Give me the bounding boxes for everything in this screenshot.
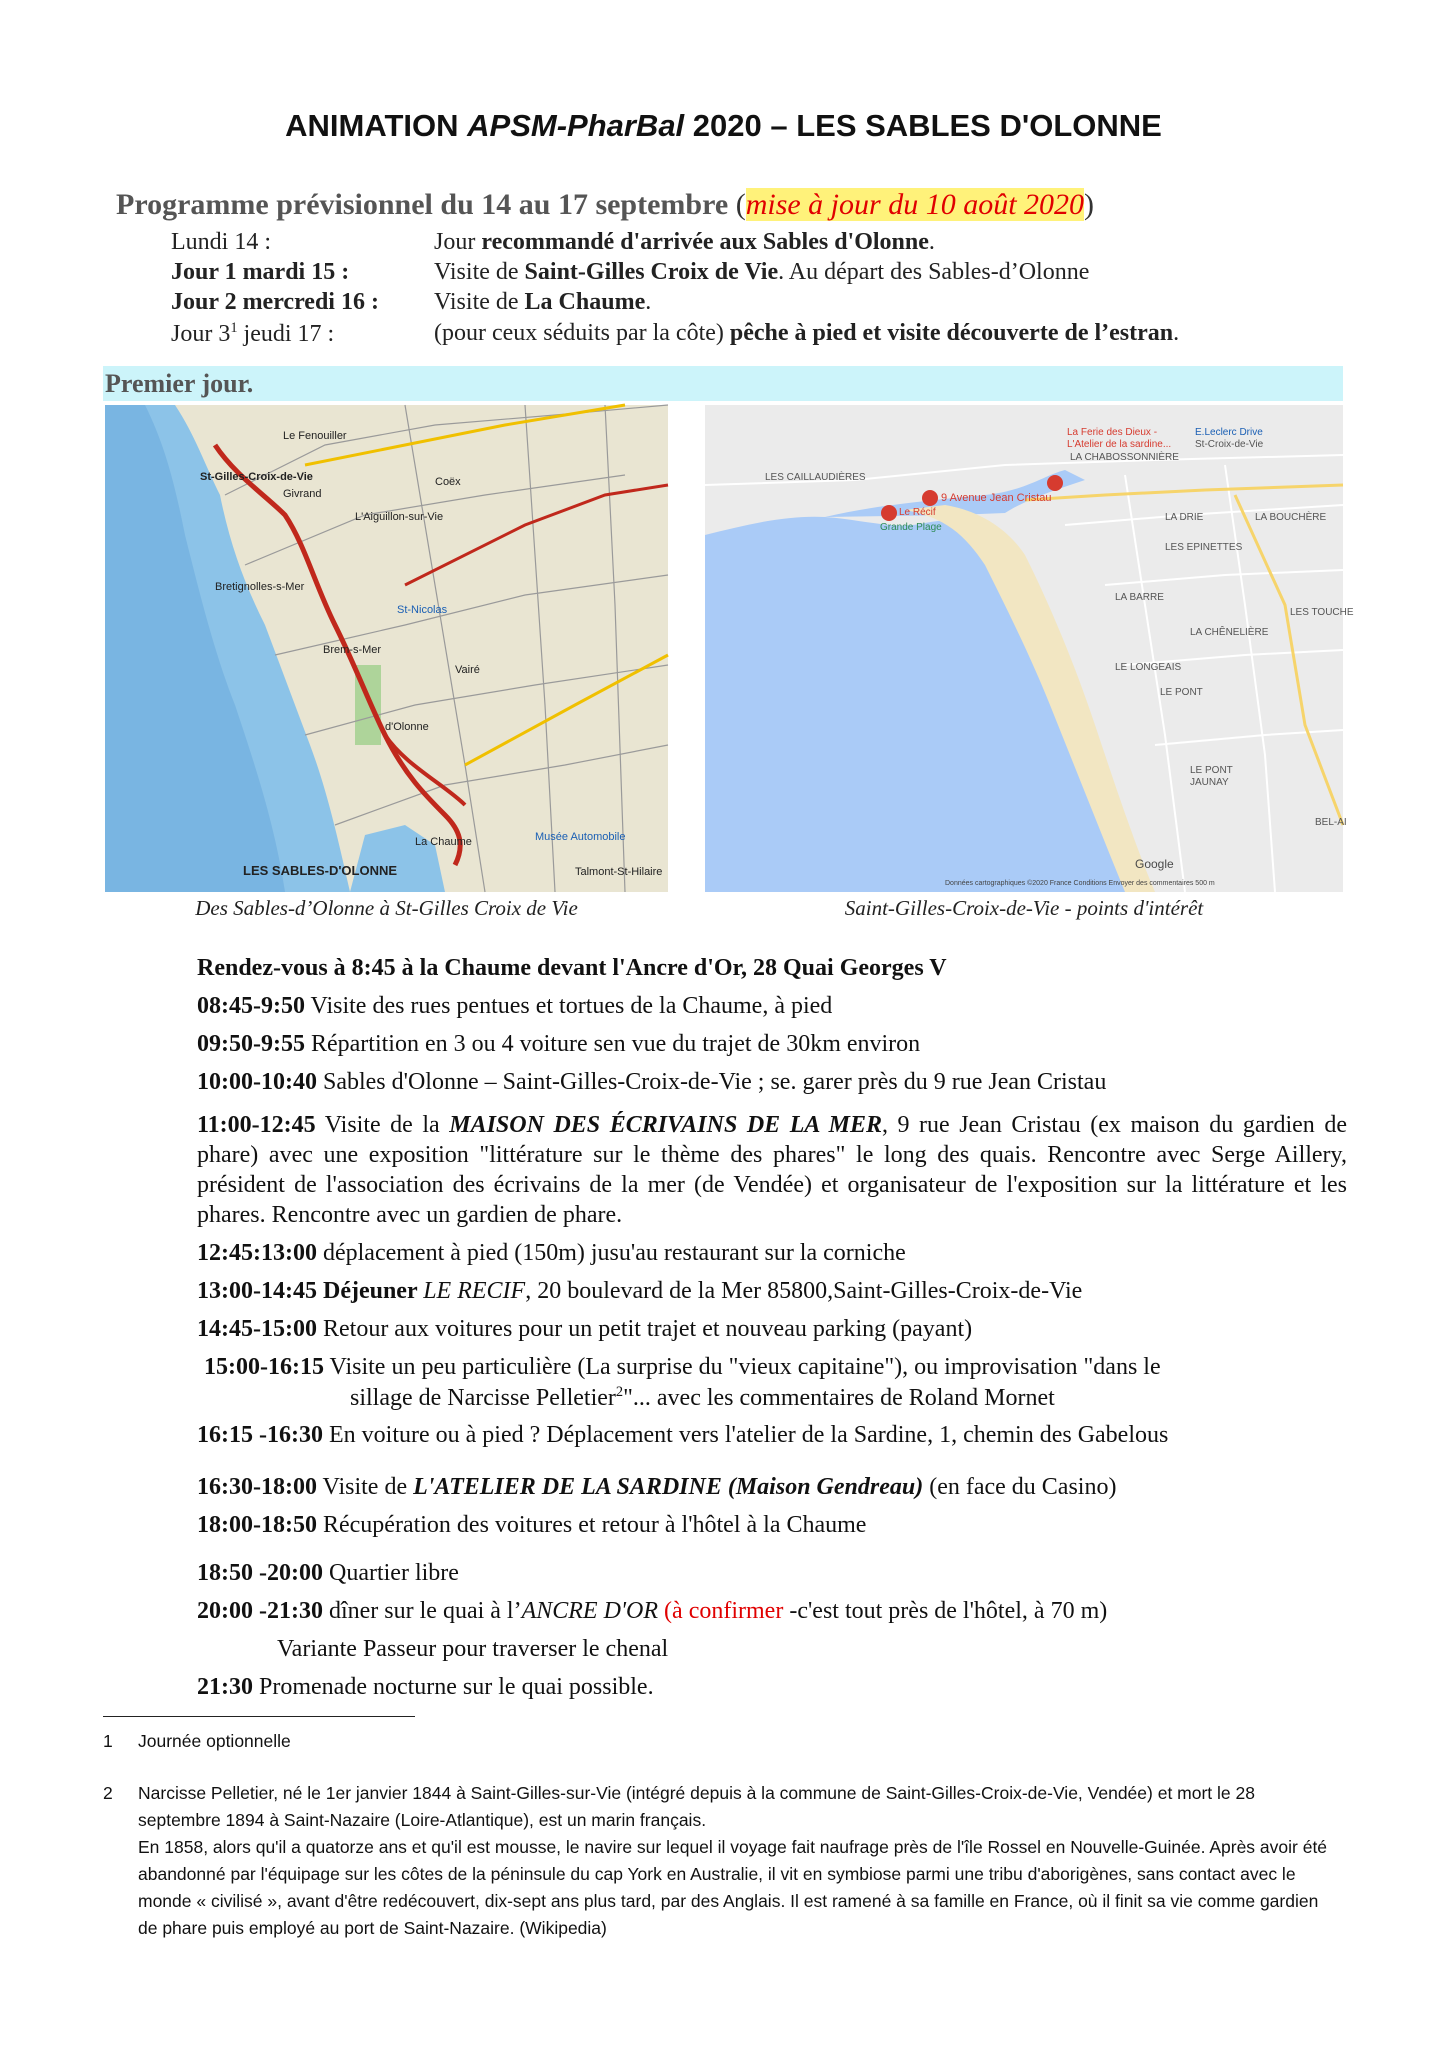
schedule-item: 16:15 -16:30 En voiture ou à pied ? Déplacement vers l'atelier de la Sardine, 1, chemin des Gabelous [197,1422,1169,1448]
map-label: St-Gilles-Croix-de-Vie [200,471,313,483]
google-map [705,405,1354,892]
svg-text:Grande Plage: Grande Plage [880,522,942,533]
svg-text:Bretignolles-s-Mer: Bretignolles-s-Mer [215,581,305,593]
update-highlight: mise à jour du 10 août 2020 [745,188,1085,221]
svg-text:LE PONT: LE PONT [1160,687,1203,698]
svg-text:LA DRIE: LA DRIE [1165,512,1204,523]
schedule-item-cont: sillage de Narcisse Pelletier$^2$"... avec les commentaires de Roland Mornet [350,1384,1055,1411]
schedule-item: 12:45:13:00 déplacement à pied (150m) jusu'au restaurant sur la corniche [197,1240,906,1266]
svg-text:Vairé: Vairé [455,664,480,676]
svg-text:Données cartographiques ©2020: Données cartographiques ©2020 France Conditions Envoyer des commentaires 500 m [945,880,1215,887]
left-map-caption: Des Sables-d’Olonne à St-Gilles Croix de Vie [195,896,578,920]
svg-text:LA CHÊNELIÈRE: LA CHÊNELIÈRE [1190,627,1269,638]
schedule-item: 20:00 -21:30 dîner sur le quai à l’ANCRE D'OR (à confirmer -c'est tout près de l'hôtel, à 70 m) [197,1598,1108,1624]
svg-text:Coëx: Coëx [435,476,461,488]
svg-text:St-Nicolas: St-Nicolas [397,604,448,616]
svg-text:La Ferie des Dieux -: La Ferie des Dieux - [1067,427,1158,438]
svg-text:d'Olonne: d'Olonne [385,721,429,733]
svg-text:Le Récif: Le Récif [899,507,936,518]
svg-text:Le Fenouiller: Le Fenouiller [283,430,347,442]
footnote-text: Journée optionnelle [138,1731,291,1751]
schedule-item: 16:30-18:00 Visite de L'ATELIER DE LA SARDINE (Maison Gendreau) (en face du Casino) [197,1474,1117,1500]
footnote-number: 1 [103,1731,113,1751]
page-title: ANIMATION APSM-PharBal 2020 – LES SABLES D'OLONNE [285,108,1162,143]
day-row: Jour 2 mercredi 16 : Visite de La Chaume. [171,289,652,315]
google-map-graphic [705,405,1354,892]
day-row: Lundi 14 : Jour recommandé d'arrivée aux Sables d'Olonne. [171,229,935,255]
svg-text:St-Croix-de-Vie: St-Croix-de-Vie [1195,439,1264,450]
title-org: APSM-PharBal [467,108,685,143]
schedule-item: 08:45-9:50 Visite des rues pentues et tortues de la Chaume, à pied [197,993,833,1019]
svg-text:JAUNAY: JAUNAY [1190,777,1229,788]
svg-text:LA CHABOSSONNIÈRE: LA CHABOSSONNIÈRE [1070,452,1179,463]
svg-text:LE LONGEAIS: LE LONGEAIS [1115,662,1182,673]
svg-text:LA BOUCHÈRE: LA BOUCHÈRE [1255,512,1327,523]
svg-text:Brem-s-Mer: Brem-s-Mer [323,644,382,656]
road-map-graphic [105,405,668,892]
svg-text:E.Leclerc Drive: E.Leclerc Drive [1195,427,1263,438]
footnote-text: Narcisse Pelletier, né le 1er janvier 1844 à Saint-Gilles-sur-Vie (intégré depuis à la commune de Saint-Gilles-Croix-de-Vie, Vendée) et mort le 28 septembre 1894 à Saint-Nazaire (Loire-Atlantique), est un marin français. En 1858, alors qu'il a quatorze ans et qu'il est mousse, le navire sur lequel il voyage fait naufrage près de l'île Rossel en Nouvelle-Guinée. Après avoir été abandonné par l'équipage sur les côtes de la péninsule du cap York en Australie, il vit en symbiose parmi une tribu d'aborigènes, sans contact avec le monde « civilisé », avant d'être redécouvert, dix-sept ans plus tard, par des Anglais. Il est ramené à sa famille en France, où il finit sa vie comme gardien de phare puis employé au port de Saint-Nazaire. (Wikipedia) [138,1783,1328,1938]
svg-text:BEL-AI: BEL-AI [1315,817,1347,828]
schedule-item: 13:00-14:45 Déjeuner LE RECIF, 20 boulevard de la Mer 85800,Saint-Gilles-Croix-de-Vie [197,1278,1083,1304]
schedule-item: 14:45-15:00 Retour aux voitures pour un petit trajet et nouveau parking (payant) [197,1316,973,1342]
schedule-item: 15:00-16:15 Visite un peu particulière (La surprise du "vieux capitaine"), ou improvisation "dans le [204,1354,1161,1380]
footnote-number: 2 [103,1783,113,1803]
svg-text:LES EPINETTES: LES EPINETTES [1165,542,1243,553]
road-map [105,405,668,892]
map-pin-icon[interactable] [881,505,897,521]
map-label-sables: LES SABLES-D'OLONNE [243,863,398,878]
section-header: Premier jour. [103,366,1343,401]
svg-text:Musée Automobile: Musée Automobile [535,831,626,843]
confirm-note: à confirmer [672,1598,784,1624]
footnote-ref[interactable]: 2 [615,1384,624,1400]
schedule-item: 09:50-9:55 Répartition en 3 ou 4 voiture sen vue du trajet de 30km environ [197,1031,921,1057]
right-map-caption: Saint-Gilles-Croix-de-Vie - points d'intérêt [844,896,1204,920]
schedule-item-maison: 11:00-12:45 Visite de la MAISON DES ÉCRIVAINS DE LA MER, 9 rue Jean Cristau (ex maison du gardien de phare) avec une exposition "littérature sur le thème des phares" le long des quais. Rencontre avec Serge Aillery, président de l'association des écrivains de la mer (de Vendée) et organisateur de l'exposition sur la littérature et les phares. Rencontre avec un gardien de phare. [197,1112,1347,1228]
svg-text:L'Atelier de la sardine...: L'Atelier de la sardine... [1067,439,1172,450]
svg-text:Talmont-St-Hilaire: Talmont-St-Hilaire [575,866,663,878]
schedule-variante: Variante Passeur pour traverser le chenal [277,1636,669,1662]
rendezvous: Rendez-vous à 8:45 à la Chaume devant l'Ancre d'Or, 28 Quai Georges V [197,955,947,981]
map-pin-icon[interactable] [1047,475,1063,491]
google-logo: Google [1135,857,1174,871]
program-title: Programme prévisionnel du 14 au 17 septembre (mise à jour du 10 août 2020) [116,188,1095,221]
svg-text:LES TOUCHE: LES TOUCHE [1290,607,1354,618]
schedule-item: 18:00-18:50 Récupération des voitures et retour à l'hôtel à la Chaume [197,1512,867,1538]
schedule-item: 18:50 -20:00 Quartier libre [197,1560,459,1586]
footnote-ref[interactable]: 1 [230,320,238,336]
footnote-separator [103,1716,415,1717]
map-pin-icon[interactable] [922,490,938,506]
svg-text:LE PONT: LE PONT [1190,765,1233,776]
schedule-item: 21:30 Promenade nocturne sur le quai possible. [197,1674,654,1700]
day-row: Jour $3^1$ jeudi 17 : (pour ceux séduits par la côte) pêche à pied et visite découverte de l’estran. [171,320,1180,347]
svg-text:Givrand: Givrand [283,488,322,500]
svg-text:LES CAILLAUDIÈRES: LES CAILLAUDIÈRES [765,472,866,483]
svg-text:9 Avenue Jean Cristau: 9 Avenue Jean Cristau [941,492,1052,504]
svg-text:LA BARRE: LA BARRE [1115,592,1164,603]
day-row: Jour 1 mardi 15 : Visite de Saint-Gilles Croix de Vie. Au départ des Sables-d’Olonne [171,259,1090,285]
svg-text:La Chaume: La Chaume [415,836,472,848]
svg-text:L'Aiguillon-sur-Vie: L'Aiguillon-sur-Vie [355,511,444,523]
schedule-item: 10:00-10:40 Sables d'Olonne – Saint-Gilles-Croix-de-Vie ; se. garer près du 9 rue Jean Cristau [197,1069,1107,1095]
